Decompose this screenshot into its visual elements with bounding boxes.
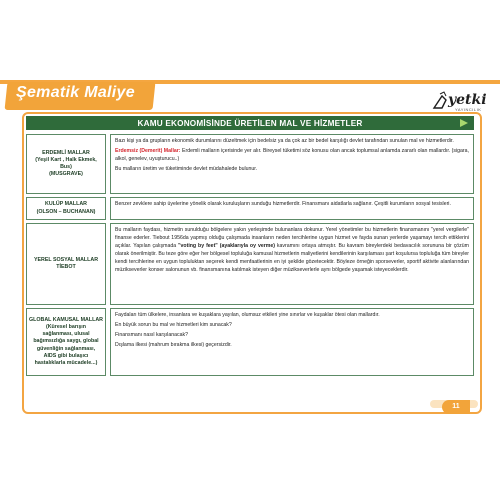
row-global-kamusal-mallar bbox=[26, 308, 474, 376]
label-line: Bus) bbox=[60, 164, 72, 170]
row-kulup-mallar bbox=[26, 197, 474, 220]
row-content bbox=[110, 134, 474, 194]
content-text: kavramını ortaya atmıştır. Bu kavram bireylerdeki bedavacılık sorununa bir çözüm olarak önerilmiştir. Bu teze göre eğer her bölgesel topluluğa kamusal hizmetlerin maliyetlerini kendilerinin karşılaması şart koşulursa topluluğa tüm bireyler kendi tercihlerine en uygun topluluktan seçerek kendi menfaatlerinin en iyi şekilde gözetecektir. Böyleze örneğin sporseverler, sportif aktivite alanlarından müzikseverler konser salonunun vb. finansmanına katılmak isteyen diğer müzikseverlerle aynı bölgede yaşamak isteyeceklerdir. bbox=[115, 243, 469, 274]
label-line: KULÜP MALLAR bbox=[45, 201, 87, 208]
label-line: (OLSON – BUCHANAN) bbox=[36, 208, 96, 215]
label-line: (Küresel barışın bbox=[45, 324, 87, 331]
label-line: hastalıklarla mücadele...) bbox=[34, 359, 98, 366]
row-content bbox=[110, 223, 474, 305]
section-title-bar bbox=[26, 116, 474, 130]
content-paragraph bbox=[115, 226, 469, 274]
content-paragraph bbox=[115, 147, 469, 163]
row-yerel-sosyal-mallar bbox=[26, 223, 474, 305]
arrow-icon bbox=[460, 119, 468, 127]
label-line: (MUSGRAVE) bbox=[49, 171, 83, 178]
content-paragraph: Bu malların üretim ve tüketiminde devlet müdahalede bulunur. bbox=[115, 166, 258, 173]
content-paragraph: Dışlama ilkesi (mahrum bırakma ilkesi) geçersizdir. bbox=[115, 342, 232, 349]
row-label bbox=[26, 134, 106, 194]
section-title: KAMU EKONOMİSİNDE ÜRETİLEN MAL VE HİZMETLER bbox=[137, 118, 363, 128]
highlight-term: "voting by feet" (ayaklarıyla oy verme) bbox=[178, 243, 275, 250]
content-paragraph: En büyük sorun bu mal ve hizmetleri kim sunacak? bbox=[115, 322, 232, 329]
label-line: güvenliğin sağlanması, bbox=[36, 345, 96, 352]
label-line: sağlanması, ulusal bbox=[42, 331, 90, 338]
brand-title: Şematik Maliye bbox=[16, 84, 135, 101]
row-content bbox=[110, 197, 474, 220]
content-paragraph: Faydaları tüm ülkelere, insanlara ve kuşaklara yayılan, olumsuz etkileri yine sınırlar ve kuşaklar ötesi olan mallardır. bbox=[115, 312, 380, 318]
row-erdemli-mallar bbox=[26, 134, 474, 194]
content-paragraph: Finansmanı nasıl karşılanacak? bbox=[115, 332, 188, 339]
row-label bbox=[26, 197, 106, 220]
row-label bbox=[26, 223, 106, 305]
content-paragraph: Benzer zevklere sahip üyelerine yönelik olarak kuruluşların sunduğu hizmetlerdir. Finansmanı aidatlarla sağlanır. Çeşitli kurumların sosyal tesisleri. bbox=[115, 201, 451, 207]
label-line: AIDS gibi bulaşıcı bbox=[43, 352, 89, 359]
content-text: Bu malların faydası, hizmetin sunulduğu bölgelere yakın yerleşimde bulunanlara dokunur. Yerel yönetimler bu hizmetlerin finansmanını "yerel vergilerle" finanse ederler. Tiebout 1956da yapmış olduğu çalışmada insanların neden tercihlerine uygun hizmet ve fayda sunan yerlerde yaşamayı tercih ettiklerini açıklar. Yapılan çalışmada bbox=[115, 227, 469, 250]
content-text: Erdemli malların içerisinde yer alır. Bireysel tüketimi söz konusu olan ancak toplumsal anlamda zararlı olan mallardır. (sigara, alkol, genelev, uyuşturucu..) bbox=[115, 148, 469, 163]
label-line: (Yeşil Kart , Halk Ekmek, bbox=[35, 156, 97, 163]
content-paragraph: Bazı kişi ya da grupların ekonomik durumlarını düzeltmek için bedelsiz ya da çok az bir bedel karşılığı devlet tarafından sunulan mal ve hizmetlerdir. bbox=[115, 138, 454, 144]
label-line: GLOBAL KAMUSAL MALLAR bbox=[29, 317, 103, 323]
logo-subtext: YAYINCILIK bbox=[455, 107, 482, 112]
highlight-term: Erdemsiz (Demerit) Mallar: bbox=[115, 148, 181, 155]
row-content bbox=[110, 308, 474, 376]
row-label bbox=[26, 308, 106, 376]
label-line: YEREL SOSYAL MALLAR bbox=[33, 256, 99, 263]
page-number: 11 bbox=[442, 400, 470, 414]
logo-wordmark: yetki bbox=[448, 92, 487, 108]
label-line: TİEBOT bbox=[56, 264, 76, 270]
label-line: ERDEMLİ MALLAR bbox=[42, 149, 90, 156]
label-line: bağımsızlığa saygı, global bbox=[33, 338, 99, 345]
